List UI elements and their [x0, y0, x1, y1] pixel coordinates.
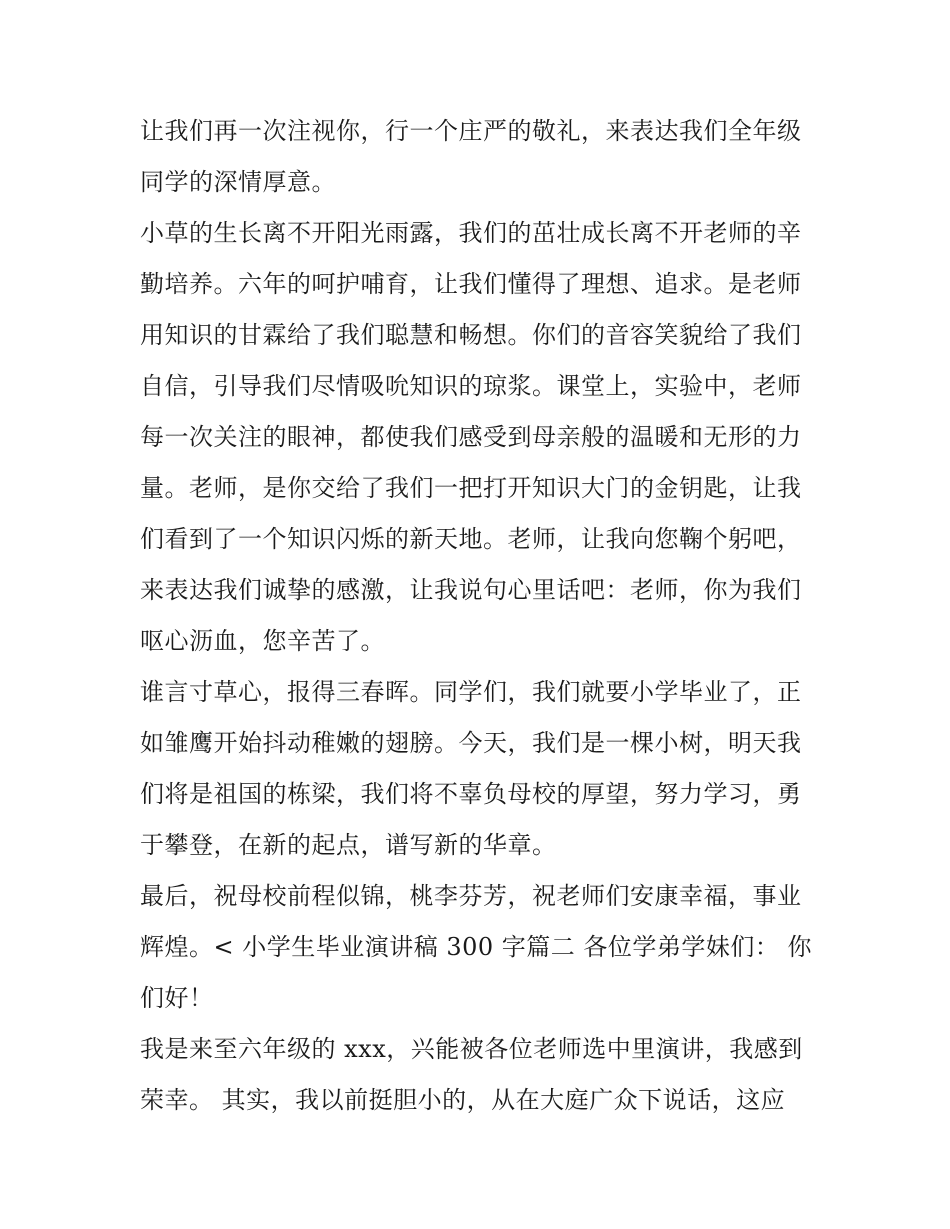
- text-line: 勤培养。六年的呵护哺育，让我们懂得了理想、追求。是老师: [140, 270, 802, 298]
- text-line: 们将是祖国的栋梁，我们将不辜负母校的厚望，努力学习，勇: [140, 780, 802, 808]
- text-line: 于攀登，在新的起点，谱写新的华章。: [140, 831, 557, 859]
- text-line: 谁言寸草心，报得三春晖。同学们，我们就要小学毕业了，正: [140, 678, 802, 706]
- text-line: 我是来至六年级的 xxx，兴能被各位老师选中里演讲，我感到: [140, 1035, 803, 1063]
- text-line: 每一次关注的眼神，都使我们感受到母亲般的温暖和无形的力: [140, 423, 802, 451]
- text-line: 小草的生长离不开阳光雨露，我们的茁壮成长离不开老师的辛: [140, 219, 802, 247]
- text-line: 荣幸。 其实，我以前挺胆小的，从在大庭广众下说话，这应: [140, 1086, 786, 1114]
- text-line: 最后，祝母校前程似锦，桃李芬芳，祝老师们安康幸福，事业: [140, 882, 802, 910]
- document-body: [140, 106, 820, 1126]
- text-line: 来表达我们诚挚的感激，让我说句心里话吧：老师，你为我们: [140, 576, 802, 604]
- text-line: 如雏鹰开始抖动稚嫩的翅膀。今天，我们是一棵小树，明天我: [140, 729, 802, 757]
- text-line: 同学的深情厚意。: [140, 168, 336, 196]
- text-line: 自信，引导我们尽情吸吮知识的琼浆。课堂上，实验中，老师: [140, 372, 802, 400]
- text-line: 们看到了一个知识闪烁的新天地。老师，让我向您鞠个躬吧，: [140, 525, 802, 553]
- text-line: 们好！: [140, 984, 214, 1012]
- text-line: 呕心沥血，您辛苦了。: [140, 627, 385, 655]
- text-line: 辉煌。< 小学生毕业演讲稿 300 字篇二 各位学弟学妹们： 你: [140, 933, 813, 961]
- text-line: 让我们再一次注视你，行一个庄严的敬礼，来表达我们全年级: [140, 117, 802, 145]
- text-line: 用知识的甘霖给了我们聪慧和畅想。你们的音容笑貌给了我们: [140, 321, 802, 349]
- text-line: 量。老师，是你交给了我们一把打开知识大门的金钥匙，让我: [140, 474, 802, 502]
